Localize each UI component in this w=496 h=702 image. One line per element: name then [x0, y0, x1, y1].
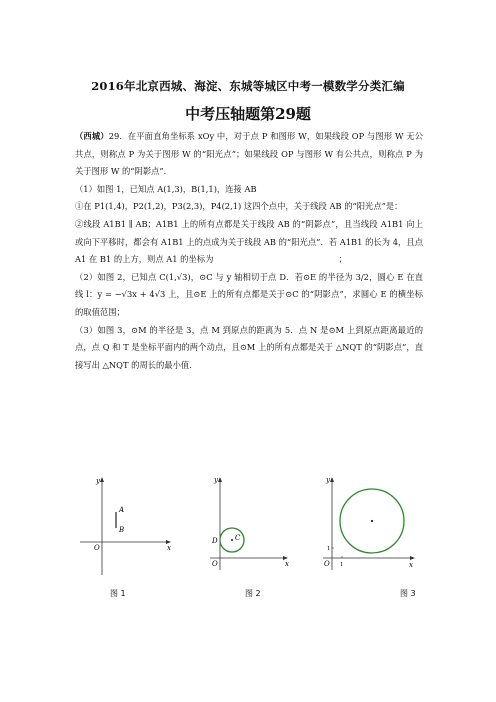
- y-axis-arrow: [218, 477, 222, 482]
- point-a-label: A: [119, 506, 125, 514]
- point-b-label: B: [119, 526, 125, 534]
- part1-question1: ①在 P1(1,4)，P2(1,2)，P3(2,3)，P4(2,1) 这四个点中，关于线段 AB 的“阳光点”是：: [75, 201, 403, 212]
- figure-1: [70, 470, 180, 598]
- origin-label: O: [324, 560, 330, 568]
- origin-label: O: [94, 544, 100, 552]
- point-c-label: C: [235, 534, 241, 542]
- part1-question2: [75, 216, 423, 269]
- figure-2-graph: [205, 470, 295, 580]
- x-axis-arrow: [410, 556, 415, 560]
- problem-intro-text: 在平面直角坐标系 xOy 中，对于点 P 和图形 W，如果线段 OP 与图形 W 无公共点，则称点 P 为关于图形 W 的“阳光点”；如果线段 OP 与图形 W 有公共点，则称点 P 为关于图形 W 的“阴影点”．: [75, 131, 423, 177]
- part1-question2-end: ；: [338, 254, 347, 265]
- x-axis-label: x: [285, 560, 289, 568]
- part1-question2-text: ②线段 A1B1 ∥ AB；A1B1 上的所有点都是关于线段 AB 的“阴影点”，且当线段 A1B1 向上或向下平移时，都会有 A1B1 上的点成为关于线段 AB 的“阳光点”．若 A1B1 的长为 4，且点 A1 在 B1 的上方，则点 A1 的坐标为: [75, 218, 423, 265]
- y-axis-arrow: [330, 477, 334, 482]
- part1-head: （1）如图 1，已知点 A(1,3)，B(1,1)，连接 AB: [75, 183, 257, 194]
- document-title: 2016年北京西城、海淀、东城等城区中考一模数学分类汇编: [91, 79, 405, 93]
- center-c: [231, 539, 233, 541]
- point-d-label: D: [212, 537, 218, 545]
- problem-intro: [75, 128, 423, 181]
- figures-row: [0, 470, 496, 610]
- figure-2-caption: 图 2: [245, 589, 261, 598]
- figure-1-graph: [70, 470, 180, 580]
- figure-3-graph: [320, 470, 420, 580]
- figure-3: [320, 470, 420, 598]
- problem-tag: （西城）: [75, 131, 109, 141]
- origin-label: O: [212, 560, 218, 568]
- y-axis-arrow: [100, 477, 104, 482]
- x-axis-label: x: [409, 561, 413, 569]
- part3-text: （3）如图 3，⊙M 的半径是 3，点 M 到原点的距离为 5．点 N 是⊙M 上到原点距离最近的点，点 Q 和 T 是坐标平面内的两个动点，且⊙M 上的所有点都是关于 △NQT 的“阴影点”，直接写出 △NQT 的周长的最小值．: [75, 324, 423, 370]
- document-subtitle: 中考压轴题第29题: [185, 105, 311, 123]
- figure-2: [205, 470, 295, 598]
- figure-3-caption: 图 3: [400, 589, 416, 598]
- center-m: [371, 520, 373, 522]
- y-axis-label: y: [96, 477, 100, 485]
- problem-body: [75, 128, 423, 374]
- problem-number: 29．: [108, 131, 128, 141]
- y-axis-label: y: [326, 476, 330, 484]
- y-axis-label: y: [214, 476, 218, 484]
- x-one-label: 1: [340, 562, 344, 568]
- x-axis-label: x: [167, 544, 171, 552]
- part2-text: （2）如图 2，已知点 C(1,√3)，⊙C 与 y 轴相切于点 D．若⊙E 的半径为 3/2，圆心 E 在直线 l：y = −√3x + 4√3 上，且⊙E 上的所有点都是关于⊙C 的“阴影点”，求圆心 E 的横坐标的取值范围；: [75, 271, 423, 317]
- figure-1-caption: 图 1: [110, 589, 126, 598]
- y-one-label: 1: [327, 546, 331, 552]
